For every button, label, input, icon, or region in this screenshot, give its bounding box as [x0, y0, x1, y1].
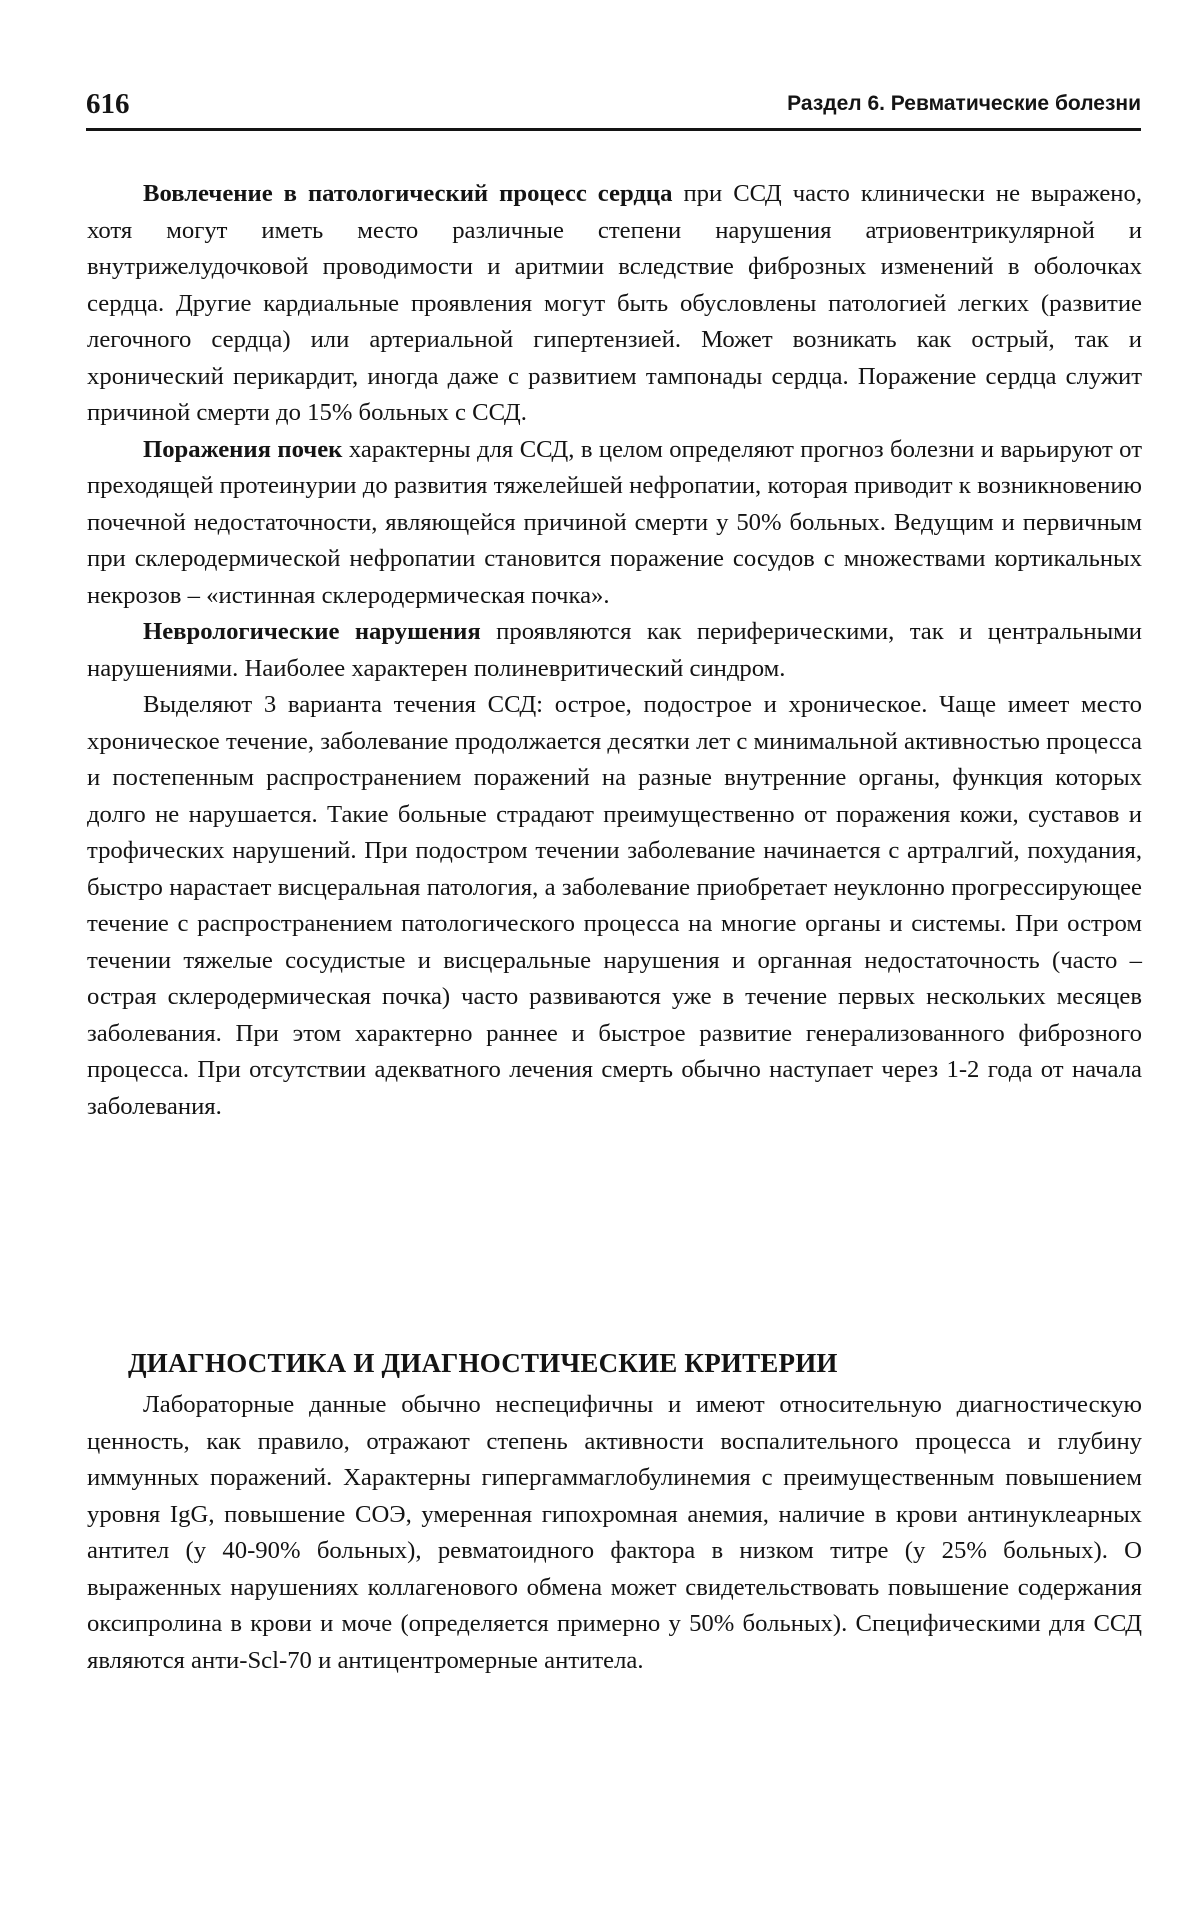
main-text — [87, 176, 1142, 1125]
page-number: 616 — [86, 88, 130, 120]
paragraph-course — [87, 687, 1142, 1125]
paragraph-text: Выделяют 3 варианта течения ССД: острое, подострое и хроническое. Чаще имеет место хроническое течение, заболевание продолжается десятки лет с минимальной активностью процесса и постепенным распространением поражений на разные внутренние органы, функция которых долго не нарушается. Такие больные страдают преимущественно от поражения кожи, суставов и трофических нарушений. При подостром течении заболевание начинается с артралгий, похудания, быстро нарастает висцеральная патология, а заболевание приобретает неуклонно прогрессирующее течение с распространением патологического процесса на многие органы и системы. При остром течении тяжелые сосудистые и висцеральные нарушения и органная недостаточность (часто – острая склеродермическая почка) часто развиваются уже в течение первых нескольких месяцев заболевания. При этом характерно раннее и быстрое развитие генерализованного фиброзного процесса. При отсутствии адекватного лечения смерть обычно наступает через 1-2 года от начала заболевания. — [87, 691, 1142, 1120]
header-rule — [86, 128, 1141, 131]
paragraph-kidneys — [87, 432, 1142, 615]
running-title: Раздел 6. Ревматические болезни — [787, 92, 1141, 115]
paragraph-lead: Вовлечение в патологический процесс сердца — [143, 180, 673, 207]
section-heading: ДИАГНОСТИКА И ДИАГНОСТИЧЕСКИЕ КРИТЕРИИ — [128, 1348, 838, 1378]
page-header — [86, 88, 1141, 124]
paragraph-neurology — [87, 614, 1142, 687]
paragraph-lead: Поражения почек — [143, 435, 343, 463]
section-text — [87, 1387, 1142, 1679]
paragraph-text: проявляются как периферическими, так и центральными нарушениями. Наиболее характерен полиневритический синдром. — [87, 618, 1142, 682]
paragraph-text: при ССД часто клинически не выражено, хотя могут иметь место различные степени нарушения атриовентрикулярной и внутрижелудочковой проводимости и аритмии вследствие фиброзных изменений в оболочках сердца. Другие кардиальные проявления могут быть обусловлены патологией легких (развитие легочного сердца) или артериальной гипертензией. Может возникать как острый, так и хронический перикардит, иногда даже с развитием тампонады сердца. Поражение сердца служит причиной смерти до 15% больных с ССД. — [87, 180, 1143, 426]
paragraph-text: характерны для ССД, в целом определяют прогноз болезни и варьируют от преходящей протеинурии до развития тяжелейшей нефропатии, которая приводит к возникновению почечной недостаточности, являющейся причиной смерти у 50% больных. Ведущим и первичным при склеродермической нефропатии становится поражение сосудов с множествами кортикальных некрозов – «истинная склеродермическая почка». — [87, 435, 1142, 609]
paragraph-laboratory: Лабораторные данные обычно неспецифичны и имеют относительную диагностическую ценность, как правило, отражают степень активности воспалительного процесса и глубину иммунных поражений. Характерны гипергаммаглобулинемия с преимущественным повышением уровня IgG, повышение СОЭ, умеренная гипохромная анемия, наличие в крови антинуклеарных антител (у 40-90% больных), ревматоидного фактора в низком титре (у 25% больных). О выраженных нарушениях коллагенового обмена может свидетельствовать повышение содержания оксипролина в крови и моче (определяется примерно у 50% больных). Специфическими для ССД являются анти-Scl-70 и антицентромерные антитела. — [87, 1391, 1142, 1674]
paragraph-heart — [87, 176, 1142, 432]
paragraph-lead: Неврологические нарушения — [143, 618, 481, 645]
